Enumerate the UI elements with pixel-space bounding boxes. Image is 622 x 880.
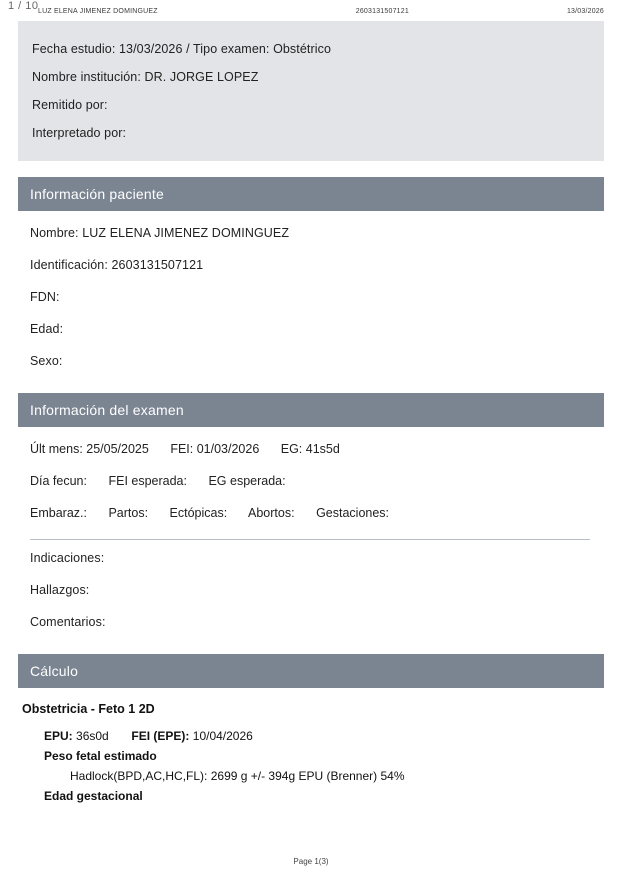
- calc-row-hadlock: [22, 766, 600, 786]
- patient-info-body: [18, 211, 604, 377]
- calc-label-gestational-age: Edad gestacional: [44, 789, 143, 803]
- exam-row-obstetric-history: [30, 497, 604, 529]
- exam-field-expected-ga: EG esperada:: [208, 474, 286, 488]
- calc-row-epu-fei: [22, 726, 600, 746]
- section-header-exam-info: Información del examen: [18, 393, 604, 427]
- calc-heading-fetus: Obstetricia - Feto 1 2D: [22, 702, 155, 716]
- study-summary-block: [18, 21, 604, 161]
- summary-line-interpreted-by: Interpretado por:: [32, 126, 127, 140]
- document-header: [0, 8, 622, 15]
- exam-info-body: [18, 427, 604, 638]
- patient-field-dob: FDN:: [30, 290, 60, 304]
- exam-field-findings: Hallazgos:: [30, 583, 90, 597]
- summary-line-study-date: Fecha estudio: 13/03/2026 / Tipo examen: Obstétrico: [32, 42, 332, 56]
- exam-row-dates: [30, 433, 604, 465]
- exam-field-ga: EG: 41s5d: [280, 442, 340, 456]
- calc-label-epu: EPU:: [44, 729, 73, 743]
- header-date: 13/03/2026: [566, 8, 604, 15]
- patient-field-sex: Sexo:: [30, 354, 63, 368]
- patient-field-age: Edad:: [30, 322, 64, 336]
- exam-field-comments: Comentarios:: [30, 615, 106, 629]
- header-patient-id: 2603131507121: [355, 8, 409, 15]
- exam-field-ectopic: Ectópicas:: [169, 506, 228, 520]
- exam-field-conception-day: Día fecun:: [30, 474, 87, 488]
- exam-field-gestations: Gestaciones:: [316, 506, 390, 520]
- exam-field-pregnancies: Embaraz.:: [30, 506, 87, 520]
- exam-field-births: Partos:: [108, 506, 149, 520]
- calc-value-fei: 10/04/2026: [192, 729, 253, 743]
- exam-field-expected-edd: FEI esperada:: [108, 474, 187, 488]
- calc-label-hadlock: Hadlock(BPD,AC,HC,FL):: [70, 769, 208, 783]
- summary-line-institution: Nombre institución: DR. JORGE LOPEZ: [32, 70, 259, 84]
- header-patient-name: LUZ ELENA JIMENEZ DOMINGUEZ: [38, 8, 158, 15]
- exam-field-abortions: Abortos:: [248, 506, 295, 520]
- summary-line-referred-by: Remitido por:: [32, 98, 108, 112]
- patient-field-id: Identificación: 2603131507121: [30, 258, 204, 272]
- calculation-body: [18, 688, 604, 806]
- section-header-calculation: Cálculo: [18, 654, 604, 688]
- calc-label-estimated-weight: Peso fetal estimado: [44, 749, 157, 763]
- calc-value-hadlock: 2699 g +/- 394g EPU (Brenner) 54%: [210, 769, 405, 783]
- calc-value-epu: 36s0d: [76, 729, 109, 743]
- document-page: [0, 8, 622, 806]
- exam-row-expected: [30, 465, 604, 497]
- patient-field-name: Nombre: LUZ ELENA JIMENEZ DOMINGUEZ: [30, 226, 290, 240]
- page-indicator: 1 / 10: [8, 0, 39, 12]
- section-header-patient-info: Información paciente: [18, 177, 604, 211]
- calc-label-fei: FEI (EPE):: [131, 729, 190, 743]
- exam-field-indications: Indicaciones:: [30, 551, 105, 565]
- page-footer: Page 1(3): [293, 857, 329, 866]
- exam-field-edd: FEI: 01/03/2026: [170, 442, 260, 456]
- exam-field-lmp: Últ mens: 25/05/2025: [30, 442, 149, 456]
- exam-divider: [30, 539, 590, 540]
